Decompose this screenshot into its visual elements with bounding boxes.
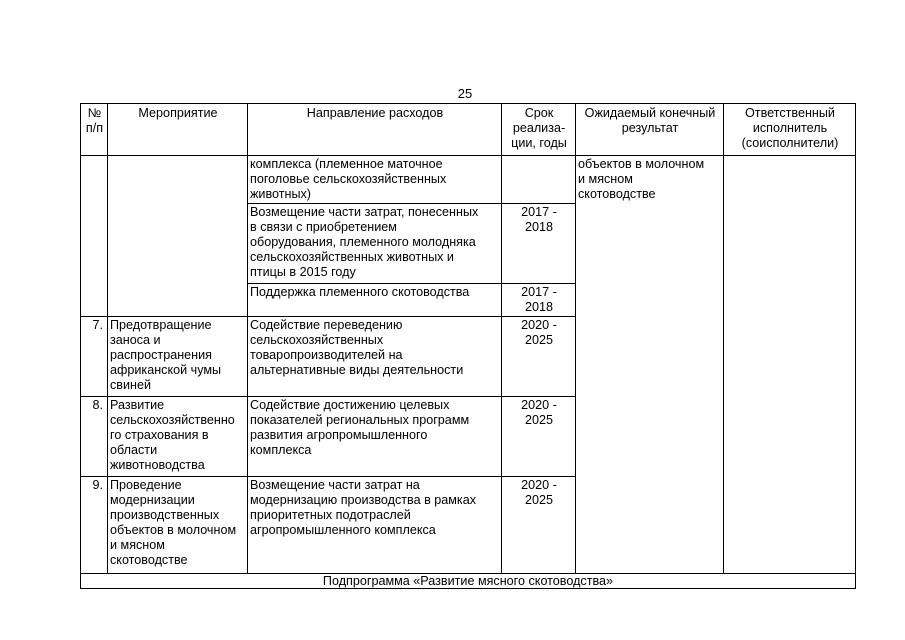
table-header-row xyxy=(81,104,856,156)
term-cell: 2017 - 2018 xyxy=(502,284,576,317)
term-cell: 2020 - 2025 xyxy=(502,477,576,574)
term-cell xyxy=(502,156,576,204)
num-cell: 8. xyxy=(81,397,108,477)
header-num: № п/п xyxy=(81,104,108,156)
direction-cell: Содействие достижению целевых показателей региональных программ развития агропромышленного комплекса xyxy=(248,397,502,477)
executor-cell xyxy=(724,156,856,574)
direction-cell: комплекса (племенное маточное поголовье сельскохозяйственных животных) xyxy=(248,156,502,204)
subprogram-title: Подпрограмма «Развитие мясного скотоводства» xyxy=(81,574,856,589)
header-term: Срок реализа- ции, годы xyxy=(502,104,576,156)
header-event: Мероприятие xyxy=(108,104,248,156)
header-executor: Ответственный исполнитель (соисполнители) xyxy=(724,104,856,156)
header-direction: Направление расходов xyxy=(248,104,502,156)
page-number: 25 xyxy=(457,86,473,101)
term-cell: 2020 - 2025 xyxy=(502,397,576,477)
term-cell: 2017 - 2018 xyxy=(502,204,576,284)
num-cell: 7. xyxy=(81,317,108,397)
event-cell: Проведение модернизации производственных объектов в молочном и мясном скотоводстве xyxy=(108,477,248,574)
direction-cell: Возмещение части затрат на модернизацию производства в рамках приоритетных подотраслей агропромышленного комплекса xyxy=(248,477,502,574)
result-cell: объектов в молочном и мясном скотоводстве xyxy=(576,156,724,574)
num-cell: 9. xyxy=(81,477,108,574)
num-cell-continued xyxy=(81,156,108,317)
event-cell: Развитие сельскохозяйственно го страхования в области животноводства xyxy=(108,397,248,477)
term-cell: 2020 - 2025 xyxy=(502,317,576,397)
direction-cell: Поддержка племенного скотоводства xyxy=(248,284,502,317)
measures-table xyxy=(80,103,856,589)
direction-cell: Содействие переведению сельскохозяйственных товаропроизводителей на альтернативные виды деятельности xyxy=(248,317,502,397)
table-row xyxy=(81,156,856,204)
event-cell: Предотвращение заноса и распространения африканской чумы свиней xyxy=(108,317,248,397)
direction-cell: Возмещение части затрат, понесенных в связи с приобретением оборудования, племенного молодняка сельскохозяйственных животных и птицы в 2015 году xyxy=(248,204,502,284)
header-result: Ожидаемый конечный результат xyxy=(576,104,724,156)
event-cell-continued xyxy=(108,156,248,317)
subprogram-row xyxy=(81,574,856,589)
